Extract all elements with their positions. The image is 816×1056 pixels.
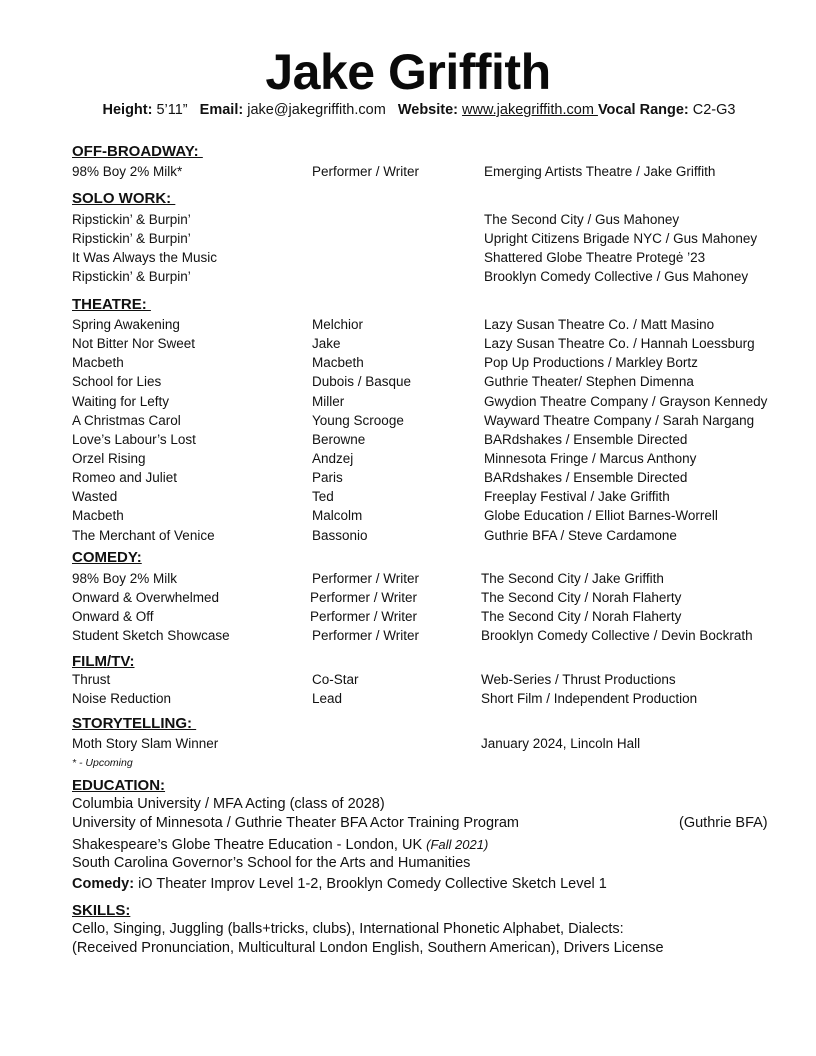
credit-company: Shattered Globe Theatre Protegė ’23: [484, 250, 706, 265]
credit-title: Thrust: [72, 672, 111, 687]
credit-row: [0, 353, 816, 372]
credit-company: Brooklyn Comedy Collective / Devin Bockrath: [481, 628, 753, 643]
credit-role: Lead: [312, 691, 343, 706]
credit-company: The Second City / Jake Griffith: [481, 571, 664, 586]
credit-company: Minnesota Fringe / Marcus Anthony: [484, 451, 697, 466]
comedy-heading: COMEDY:: [72, 549, 142, 566]
credit-title: Noise Reduction: [72, 691, 172, 706]
credit-role: Dubois / Basque: [312, 374, 412, 389]
footnote: * - Upcoming: [72, 757, 133, 769]
credit-company: Upright Citizens Brigade NYC / Gus Mahoney: [484, 231, 758, 246]
storytelling-heading: STORYTELLING:: [72, 715, 197, 732]
education-text: Shakespeare’s Globe Theatre Education - London, UK: [72, 837, 427, 853]
credit-title: Waiting for Lefty: [72, 394, 170, 409]
credit-company: Brooklyn Comedy Collective / Gus Mahoney: [484, 269, 749, 284]
education-heading: EDUCATION:: [72, 777, 166, 794]
credit-row: [0, 487, 816, 506]
email-label: Email:: [199, 102, 244, 118]
credit-row: [0, 267, 816, 286]
credit-role: Performer / Writer: [310, 590, 418, 605]
credit-company: Wayward Theatre Company / Sarah Nargang: [484, 413, 755, 428]
credit-row: [0, 162, 816, 181]
education-note: (Guthrie BFA): [679, 815, 768, 831]
website-label: Website:: [397, 102, 458, 118]
credit-row: [0, 411, 816, 430]
credit-role: Performer / Writer: [312, 571, 420, 586]
credit-title: Wasted: [72, 489, 118, 504]
credit-row: [0, 229, 816, 248]
credit-title: Love’s Labour’s Lost: [72, 432, 196, 447]
credit-role: Andzej: [312, 451, 354, 466]
credit-company: Pop Up Productions / Markley Bortz: [484, 355, 698, 370]
credit-company: The Second City / Norah Flaherty: [481, 609, 682, 624]
credit-row: [0, 430, 816, 449]
credit-company: Guthrie Theater/ Stephen Dimenna: [484, 374, 694, 389]
credit-company: Guthrie BFA / Steve Cardamone: [484, 528, 677, 543]
credit-title: School for Lies: [72, 374, 162, 389]
website-link[interactable]: www.jakegriffith.com: [462, 102, 598, 118]
credit-row: [0, 588, 816, 607]
credit-company: January 2024, Lincoln Hall: [481, 736, 641, 751]
film-tv-heading: FILM/TV:: [72, 653, 135, 670]
credit-row: [0, 626, 816, 645]
credit-title: It Was Always the Music: [72, 250, 218, 265]
skills-line: Cello, Singing, Juggling (balls+tricks, clubs), International Phonetic Alphabet, Dialects:: [72, 921, 624, 937]
credit-title: 98% Boy 2% Milk*: [72, 164, 183, 179]
credit-row: [0, 210, 816, 229]
vocal-range-value: C2-G3: [692, 102, 736, 118]
skills-heading: SKILLS:: [72, 902, 131, 919]
credit-row: [0, 506, 816, 525]
credit-role: Co-Star: [312, 672, 359, 687]
credit-title: Spring Awakening: [72, 317, 180, 332]
solo-work-heading: SOLO WORK:: [72, 190, 176, 207]
credit-row: [0, 372, 816, 391]
credit-title: Macbeth: [72, 508, 124, 523]
education-line: Columbia University / MFA Acting (class of 2028): [72, 796, 385, 812]
credit-row: [0, 315, 816, 334]
credit-title: Student Sketch Showcase: [72, 628, 230, 643]
credit-title: Onward & Overwhelmed: [72, 590, 220, 605]
resume-name: Jake Griffith: [265, 44, 551, 100]
vocal-range-label: Vocal Range:: [597, 102, 689, 118]
education-date: (Fall 2021): [426, 837, 489, 852]
skills-line: (Received Pronunciation, Multicultural London English, Southern American), Drivers License: [72, 940, 664, 956]
credit-title: A Christmas Carol: [72, 413, 181, 428]
height-label: Height:: [102, 102, 153, 118]
email-value[interactable]: jake@jakegriffith.com: [247, 102, 386, 118]
credit-title: The Merchant of Venice: [72, 528, 215, 543]
credit-title: Ripstickin’ & Burpin’: [72, 269, 191, 284]
credit-title: Not Bitter Nor Sweet: [72, 336, 196, 351]
credit-company: The Second City / Norah Flaherty: [481, 590, 682, 605]
credit-role: Young Scrooge: [312, 413, 404, 428]
height-value: 5’11”: [156, 102, 188, 118]
credit-title: Moth Story Slam Winner: [72, 736, 219, 751]
credit-role: Jake: [312, 336, 341, 351]
comedy-training-label: Comedy:: [72, 876, 135, 892]
credit-row: [0, 734, 816, 753]
credit-company: Freeplay Festival / Jake Griffith: [484, 489, 670, 504]
credit-row: [0, 248, 816, 267]
credit-company: Globe Education / Elliot Barnes-Worrell: [484, 508, 718, 523]
credit-role: Performer / Writer: [312, 164, 420, 179]
credit-title: Romeo and Juliet: [72, 470, 178, 485]
education-line: University of Minnesota / Guthrie Theater BFA Actor Training Program: [72, 815, 520, 831]
credit-title: Macbeth: [72, 355, 124, 370]
credit-title: 98% Boy 2% Milk: [72, 571, 178, 586]
education-line: [72, 835, 488, 855]
credit-role: Bassonio: [312, 528, 368, 543]
credit-role: Performer / Writer: [312, 628, 420, 643]
credit-company: Gwydion Theatre Company / Grayson Kennedy: [484, 394, 768, 409]
credit-company: The Second City / Gus Mahoney: [484, 212, 680, 227]
credit-role: Miller: [312, 394, 345, 409]
credit-role: Ted: [312, 489, 334, 504]
credit-title: Ripstickin’ & Burpin’: [72, 212, 191, 227]
education-line: South Carolina Governor’s School for the Arts and Humanities: [72, 855, 471, 871]
credit-role: Melchior: [312, 317, 364, 332]
credit-company: Short Film / Independent Production: [481, 691, 698, 706]
credit-company: Emerging Artists Theatre / Jake Griffith: [484, 164, 716, 179]
credit-row: [0, 392, 816, 411]
credit-row: [0, 468, 816, 487]
credit-role: Paris: [312, 470, 343, 485]
contact-line: [0, 101, 816, 119]
credit-row: [0, 526, 816, 545]
off-broadway-heading: OFF-BROADWAY:: [72, 143, 203, 160]
credit-title: Onward & Off: [72, 609, 154, 624]
credit-row: [0, 569, 816, 588]
credit-company: Lazy Susan Theatre Co. / Hannah Loessburg: [484, 336, 755, 351]
credit-row: [0, 689, 816, 708]
credit-row: [0, 607, 816, 626]
comedy-training-value: iO Theater Improv Level 1-2, Brooklyn Comedy Collective Sketch Level 1: [134, 876, 607, 892]
credit-role: Berowne: [312, 432, 366, 447]
credit-company: BARdshakes / Ensemble Directed: [484, 470, 688, 485]
credit-role: Macbeth: [312, 355, 364, 370]
credit-role: Malcolm: [312, 508, 363, 523]
credit-company: BARdshakes / Ensemble Directed: [484, 432, 688, 447]
credit-role: Performer / Writer: [310, 609, 418, 624]
credit-row: [0, 449, 816, 468]
credit-company: Web-Series / Thrust Productions: [481, 672, 676, 687]
credit-title: Ripstickin’ & Burpin’: [72, 231, 191, 246]
credit-row: [0, 670, 816, 689]
credit-row: [0, 334, 816, 353]
credit-company: Lazy Susan Theatre Co. / Matt Masino: [484, 317, 715, 332]
education-line: [72, 875, 607, 894]
credit-title: Orzel Rising: [72, 451, 146, 466]
theatre-heading: THEATRE:: [72, 296, 151, 313]
